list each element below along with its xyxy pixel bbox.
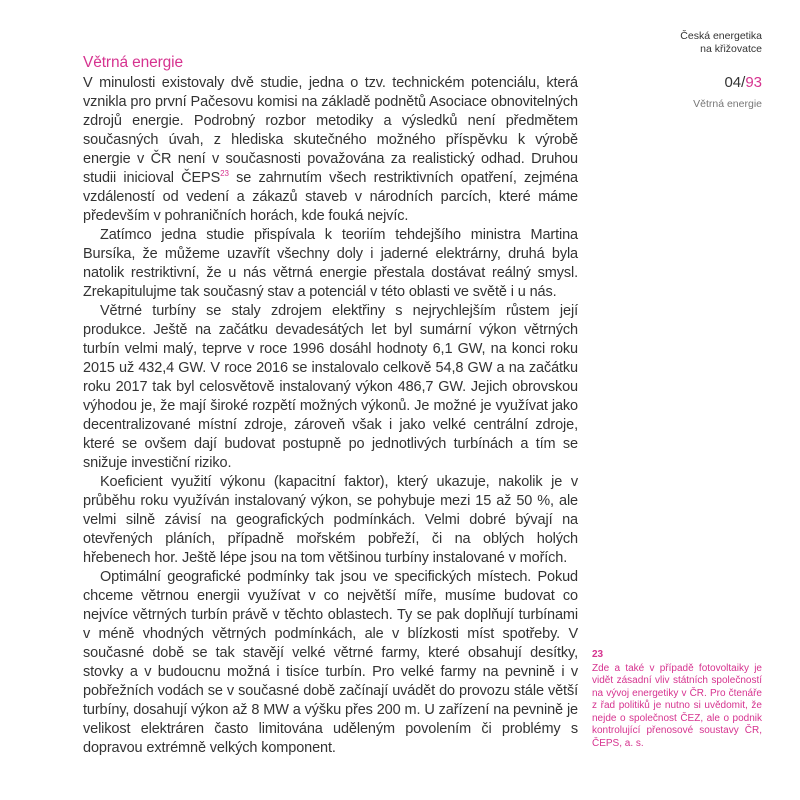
page-current: 04/ [724, 74, 746, 91]
chapter-name: Větrná energie [693, 98, 762, 110]
page-total: 93 [745, 74, 762, 91]
footnote-text: Zde a také v případě fotovoltaiky je vidět zásadní vliv státních společností na vývoj energetiky v ČR. Pro čtenáře z řad politiků je nutno si uvědomit, že nejde o společnost ČEZ, ale o podnik kontrolující přenosové soustavy ČR, ČEPS, a. s. [592, 662, 762, 749]
page-number [667, 74, 762, 91]
footnote-reference: 23 [220, 169, 229, 179]
paragraph-1-part-b: se zahrnutím všech restriktivních opatření, zejména vzdáleností od vedení a zákazů staveb v národních parcích, které máme především v pohraničních horách, kde fouká nejvíc. [83, 170, 578, 224]
page-header [667, 30, 762, 110]
paragraph-2: Zatímco jedna studie přispívala k teoriím tehdejšího ministra Martina Bursíka, že můžeme uzavřít všechny doly i jaderné elektrárny, druhá byla natolik restriktivní, že u nás větrná energie přestala dostávat reálný smysl. Zrekapitulujme tak současný stav a potenciál v této oblasti ve světě i u nás. [83, 227, 578, 300]
book-title: Česká energetika na křižovatce [680, 30, 762, 55]
paragraph-5: Optimální geografické podmínky tak jsou ve specifických místech. Pokud chceme větrnou energii využívat v co největší míře, musíme budovat co nejvíce větrných turbín právě v těchto oblastech. Ty se pak doplňují turbínami v méně vhodných větrných podmínkách, ale v blízkosti míst spotřeby. V současné době se tak stavějí velké větrné farmy, které obsahují desítky, stovky a v budoucnu možná i tisíce turbín. Pro velké farmy na pevnině i v pobřežních vodách se v současné době začínají uvádět do provozu stále větší turbíny, dosahují výkon až 8 MW a výšku přes 200 m. U zařízení na pevnině je velikost elektráren často limitována uděleným povolením či problémy s dopravou extrémně velkých komponent. [83, 569, 578, 756]
paragraph-3: Větrné turbíny se staly zdrojem elektřiny s nejrychlejším růstem její produkce. Ještě na začátku devadesátých let byl sumární výkon větrných turbín velmi malý, teprve v roce 1996 dosáhl hodnoty 6,1 GW, na konci roku 2015 už 432,4 GW. V roce 2016 se instalovalo celkově 54,8 GW a na začátku roku 2017 tak byl celosvětově instalovaný výkon 486,7 GW. Jejich obrovskou výhodou je, že mají široké rozpětí možných výkonů. Je možné je využívat jako decentralizované místní zdroje, zároveň však i jako velké centrální zdroje, které se ovšem dají budovat postupně po jednotlivých turbínách a tím se snižuje investiční riziko. [83, 303, 578, 471]
footnote [592, 649, 762, 750]
paragraph-1 [83, 74, 578, 226]
section-title: Větrná energie [83, 54, 184, 71]
main-text [83, 53, 578, 758]
paragraph-4: Koeficient využití výkonu (kapacitní faktor), který ukazuje, nakolik je v průběhu roku využíván instalovaný výkon, se pohybuje mezi 15 až 50 %, ale velmi silně závisí na geografických podmínkách. Velmi dobré bývají na otevřených pláních, případně mořském pobřeží, či na oblých holých hřebenech hor. Ještě lépe jsou na tom většinou turbíny instalované v mořích. [83, 474, 578, 566]
paragraph-1-part-a: V minulosti existovaly dvě studie, jedna o tzv. technickém potenciálu, která vznikla pro první Pačesovu komisi na základě podnětů Asociace obnovitelných zdrojů energie. Podrobný rozbor metodiky a výsledků není předmětem současných úvah, z hlediska skutečného možného příspěvku k výrobě energie v ČR není v současnosti považována za realistický odhad. Druhou studii inicioval ČEPS [83, 75, 578, 186]
footnote-number: 23 [592, 649, 604, 660]
